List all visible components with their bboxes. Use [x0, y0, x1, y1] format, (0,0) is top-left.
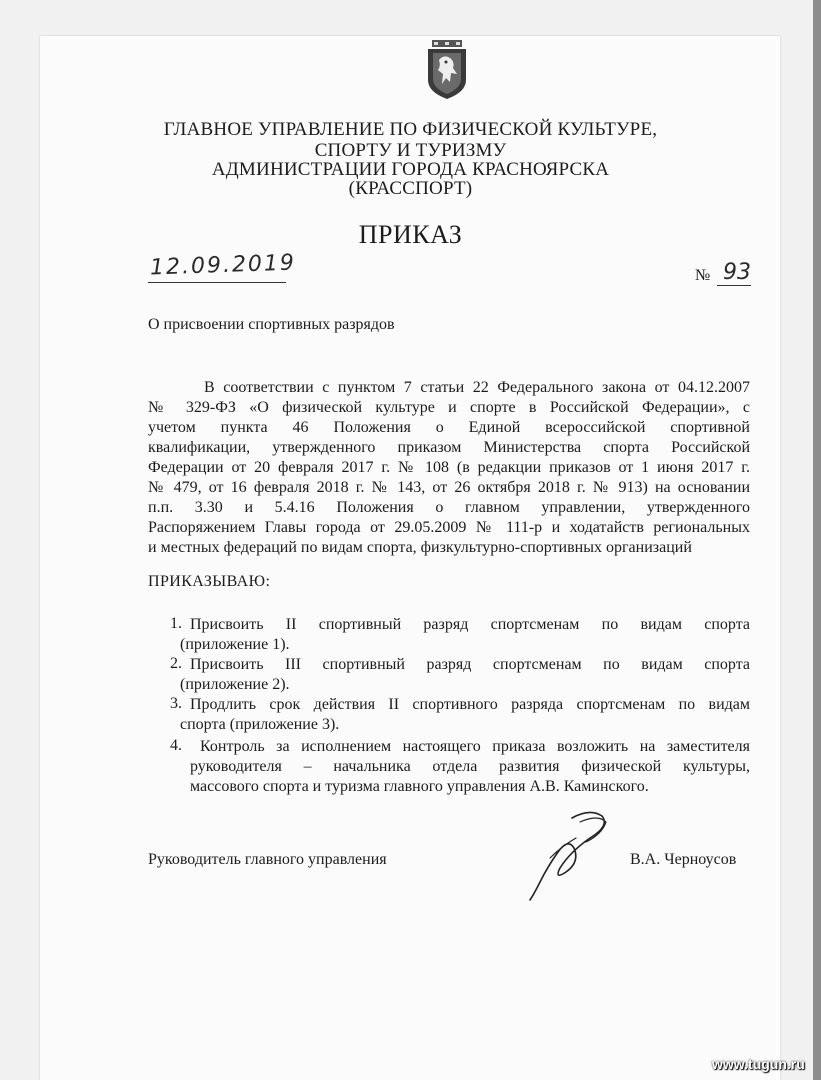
- item-line: Контроль за исполнением настоящего приказа возложить на заместителя: [200, 738, 750, 755]
- preamble-line: учетом пункта 46 Положения о Единой всероссийской спортивной: [148, 419, 750, 436]
- preamble-line: № 329-ФЗ «О физической культуре и спорте в Российской Федерации», с: [148, 399, 750, 416]
- org-name-line-2: СПОРТУ И ТУРИЗМУ: [314, 140, 507, 161]
- org-name-line-1: ГЛАВНОЕ УПРАВЛЕНИЕ ПО ФИЗИЧЕСКОЙ КУЛЬТУРЕ,: [163, 119, 658, 140]
- number-underline: [717, 285, 751, 286]
- item-number: 2.: [170, 655, 182, 672]
- item-number: 3.: [170, 695, 182, 712]
- preamble-line: п.п. 3.30 и 5.4.16 Положения о главном управлении, утвержденного: [148, 499, 750, 516]
- preamble-line: квалификации, утвержденного приказом Министерства спорта Российской: [148, 439, 750, 456]
- watermark: www.tugun.ru: [712, 1056, 805, 1072]
- org-abbreviation: (КРАССПОРТ): [348, 178, 473, 199]
- item-number: 4.: [170, 737, 182, 754]
- item-line: Присвоить II спортивный разряд спортсменам по видам спорта: [190, 616, 750, 633]
- preamble-line: № 479, от 16 февраля 2018 г. № 143, от 26 октября 2018 г. № 913) на основании: [148, 479, 750, 496]
- date-underline: [148, 282, 286, 283]
- item-line: руководителя – начальника отдела развития физической культуры,: [190, 758, 750, 775]
- item-line: спорта (приложение 3).: [180, 716, 340, 733]
- item-line: (приложение 2).: [180, 676, 290, 693]
- order-heading: ПРИКАЗЫВАЮ:: [148, 573, 271, 590]
- item-line: Продлить срок действия II спортивного разряда спортсменам по видам: [190, 696, 750, 713]
- handwritten-signature: [510, 808, 620, 903]
- preamble-line: и местных федераций по видам спорта, физкультурно-спортивных организаций: [148, 539, 692, 556]
- signatory-name: В.А. Черноусов: [630, 851, 737, 868]
- item-line: (приложение 1).: [180, 636, 290, 653]
- org-name-line-3: АДМИНИСТРАЦИИ ГОРОДА КРАСНОЯРСКА: [211, 159, 610, 180]
- signatory-role: Руководитель главного управления: [148, 851, 387, 868]
- coat-of-arms-icon: [424, 40, 470, 100]
- preamble-line: В соответствии с пунктом 7 статьи 22 Федерального закона от 04.12.2007: [204, 379, 750, 396]
- item-line: Присвоить III спортивный разряд спортсменам по видам спорта: [190, 656, 750, 673]
- document-subject: О присвоении спортивных разрядов: [148, 316, 395, 333]
- item-line: массового спорта и туризма главного управления А.В. Каминского.: [190, 778, 649, 795]
- handwritten-number: 93: [723, 260, 751, 285]
- item-number: 1.: [170, 615, 182, 632]
- number-label: №: [695, 267, 711, 284]
- preamble-line: Федерации от 20 февраля 2017 г. № 108 (в редакции приказов от 1 июня 2017 г.: [148, 459, 750, 476]
- handwritten-date: 12.09.2019: [149, 250, 297, 281]
- document-title: ПРИКАЗ: [358, 220, 463, 249]
- preamble-line: Распоряжением Главы города от 29.05.2009 № 111-р и ходатайств региональных: [148, 519, 750, 536]
